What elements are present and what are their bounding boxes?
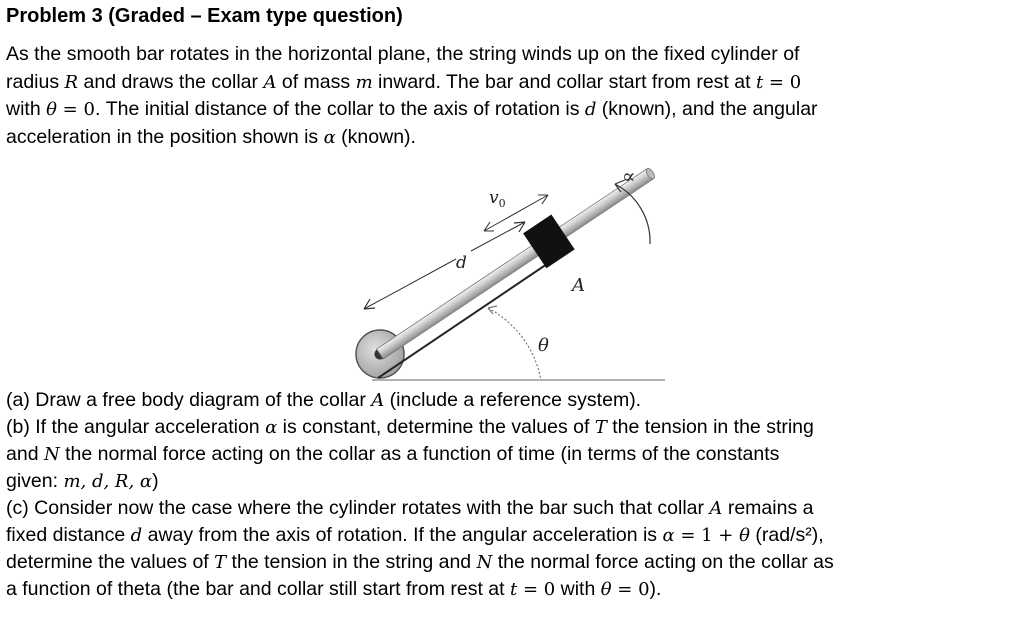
statement-line: radius R and draws the collar A of mass m inward. The bar and collar start from rest at t = 0 [6, 70, 802, 93]
question-c: (c) Consider now the case where the cylinder rotates with the bar such that collar A remains a [6, 497, 814, 519]
questions [6, 387, 1020, 603]
question-a: (a) Draw a free body diagram of the collar A (include a reference system). [6, 389, 642, 411]
mechanism-diagram [340, 160, 680, 385]
label-d: d [456, 253, 467, 273]
statement-line: As the smooth bar rotates in the horizontal plane, the string winds up on the fixed cylinder of [6, 43, 800, 65]
theta-arc [488, 308, 541, 380]
label-v0: $v_0$ [489, 188, 506, 210]
statement-line: acceleration in the position shown is α (known). [6, 125, 416, 148]
question-b: (b) If the angular acceleration α is constant, determine the values of T the tension in the string [6, 416, 814, 438]
label-theta: θ [538, 335, 549, 356]
smooth-bar [377, 169, 654, 359]
distance-d-line [364, 259, 456, 309]
problem-title: Problem 3 (Graded – Exam type question) [6, 5, 403, 27]
string [378, 262, 550, 378]
label-a: A [572, 275, 585, 296]
question-b: and N the normal force acting on the collar as a function of time (in terms of the constants [6, 443, 780, 465]
question-c: a function of theta (the bar and collar still start from rest at t = 0 with θ = 0). [6, 578, 662, 600]
question-b: given: m, d, R, α) [6, 470, 159, 492]
question-c: determine the values of T the tension in the string and N the normal force acting on the collar as [6, 551, 834, 573]
distance-d-line [471, 222, 525, 251]
label-alpha: ∝ [622, 164, 636, 188]
question-c: fixed distance d away from the axis of rotation. If the angular acceleration is α = 1 + θ (rad/s²), [6, 524, 824, 546]
problem-statement [6, 41, 1018, 151]
statement-line: with θ = 0. The initial distance of the collar to the axis of rotation is d (known), and the angular [6, 98, 818, 120]
